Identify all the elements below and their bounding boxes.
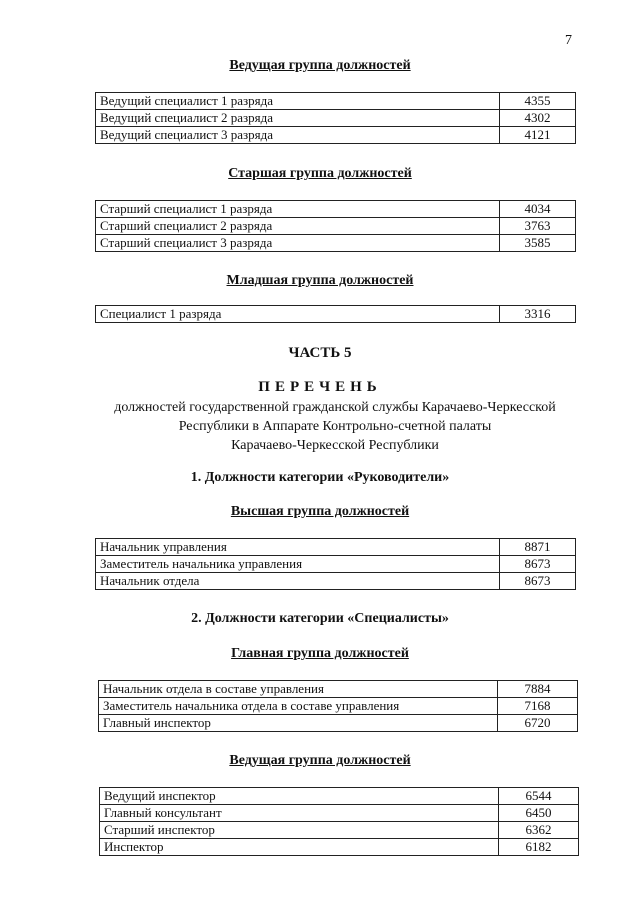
section-title: Ведущая группа должностей — [229, 58, 411, 73]
table-row — [100, 788, 579, 805]
salary-table — [95, 538, 576, 590]
section-title: Старшая группа должностей — [228, 166, 412, 181]
table-row — [99, 698, 578, 715]
position-name: Начальник отдела в составе управления — [99, 681, 498, 698]
salary-value: 6362 — [499, 822, 579, 839]
position-name: Ведущий специалист 1 разряда — [96, 93, 500, 110]
salary-value: 6450 — [499, 805, 579, 822]
salary-value: 7884 — [498, 681, 578, 698]
table-row — [100, 839, 579, 856]
description-line: Республики в Аппарате Контрольно-счетной палаты — [178, 419, 492, 434]
table-row — [96, 573, 576, 590]
table-row — [96, 218, 576, 235]
table-row — [96, 556, 576, 573]
salary-value: 6720 — [498, 715, 578, 732]
category-title: 2. Должности категории «Специалисты» — [191, 611, 449, 626]
salary-table — [99, 787, 579, 856]
salary-value: 8673 — [500, 556, 576, 573]
section-title: Главная группа должностей — [231, 646, 409, 661]
position-name: Старший инспектор — [100, 822, 499, 839]
table-row — [96, 539, 576, 556]
position-name: Ведущий инспектор — [100, 788, 499, 805]
position-name: Старший специалист 2 разряда — [96, 218, 500, 235]
position-name: Ведущий специалист 2 разряда — [96, 110, 500, 127]
table-row — [99, 715, 578, 732]
description-line: должностей государственной гражданской службы Карачаево-Черкесской — [114, 400, 556, 415]
salary-value: 6182 — [499, 839, 579, 856]
perechen-description — [80, 398, 590, 455]
salary-value: 8871 — [500, 539, 576, 556]
salary-table — [98, 680, 578, 732]
salary-value: 4302 — [500, 110, 576, 127]
salary-value: 7168 — [498, 698, 578, 715]
position-name: Специалист 1 разряда — [96, 306, 500, 323]
section-title: Высшая группа должностей — [230, 504, 410, 519]
position-name: Старший специалист 3 разряда — [96, 235, 500, 252]
salary-value: 4034 — [500, 201, 576, 218]
description-line: Карачаево-Черкесской Республики — [231, 438, 439, 453]
salary-table — [95, 305, 576, 323]
position-name: Ведущий специалист 3 разряда — [96, 127, 500, 144]
salary-table — [95, 200, 576, 252]
salary-table — [95, 92, 576, 144]
position-name: Начальник управления — [96, 539, 500, 556]
category-title: 1. Должности категории «Руководители» — [190, 470, 450, 485]
perechen-title: ПЕРЕЧЕНЬ — [258, 379, 382, 395]
salary-value: 8673 — [500, 573, 576, 590]
table-row — [96, 127, 576, 144]
position-name: Начальник отдела — [96, 573, 500, 590]
section-title: Ведущая группа должностей — [229, 753, 411, 768]
table-row — [100, 822, 579, 839]
table-row — [96, 235, 576, 252]
salary-value: 3763 — [500, 218, 576, 235]
page-number: 7 — [565, 33, 572, 48]
position-name: Инспектор — [100, 839, 499, 856]
table-row — [96, 306, 576, 323]
position-name: Старший специалист 1 разряда — [96, 201, 500, 218]
table-row — [96, 201, 576, 218]
salary-value: 6544 — [499, 788, 579, 805]
section-title: Младшая группа должностей — [226, 273, 414, 288]
table-row — [100, 805, 579, 822]
position-name: Главный консультант — [100, 805, 499, 822]
salary-value: 4121 — [500, 127, 576, 144]
part-title: ЧАСТЬ 5 — [288, 345, 352, 361]
salary-value: 4355 — [500, 93, 576, 110]
position-name: Главный инспектор — [99, 715, 498, 732]
table-row — [96, 93, 576, 110]
table-row — [99, 681, 578, 698]
position-name: Заместитель начальника управления — [96, 556, 500, 573]
salary-value: 3316 — [500, 306, 576, 323]
salary-value: 3585 — [500, 235, 576, 252]
table-row — [96, 110, 576, 127]
position-name: Заместитель начальника отдела в составе управления — [99, 698, 498, 715]
